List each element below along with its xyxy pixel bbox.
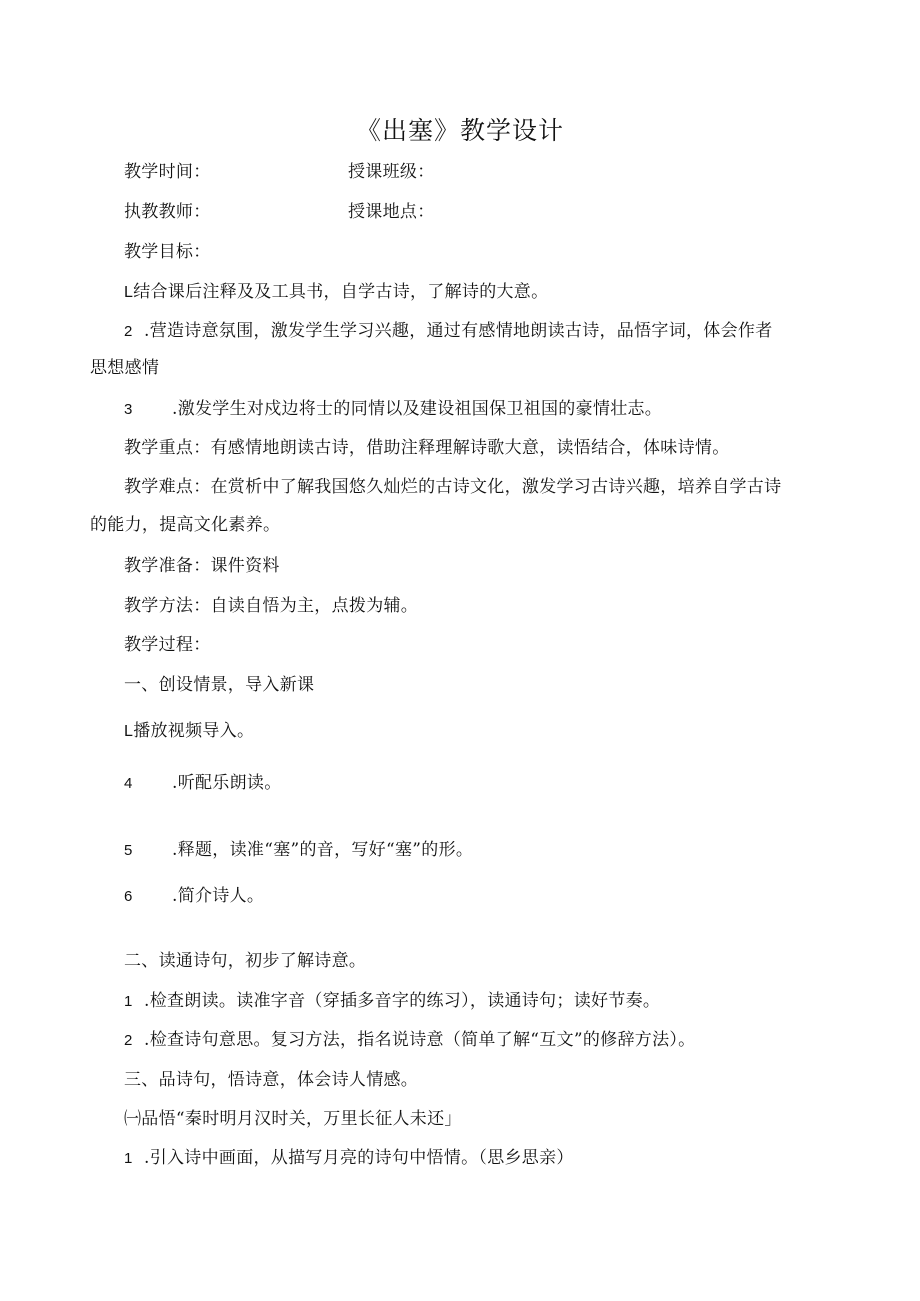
section-1-heading: 一、创设情景，导入新课 bbox=[124, 675, 315, 695]
section-2-item-2 bbox=[124, 1028, 695, 1053]
section-2-item-1-number: 1 bbox=[124, 993, 133, 1010]
section-3-item-1-text: .引入诗中画面，从描写月亮的诗句中悟情。（思乡思亲） bbox=[144, 1148, 574, 1168]
section-2-item-1 bbox=[124, 989, 660, 1014]
section-1-item-1 bbox=[124, 719, 254, 744]
place-label: 授课地点： bbox=[348, 202, 435, 222]
preparation: 教学准备：课件资料 bbox=[124, 556, 280, 576]
section-1-item-6-number: 6 bbox=[124, 888, 133, 905]
section-1-item-6-text: .简介诗人。 bbox=[172, 886, 265, 906]
section-1-item-4-number: 4 bbox=[124, 775, 133, 792]
goal-1-number: L bbox=[124, 284, 134, 301]
section-3-item-1-number: 1 bbox=[124, 1150, 133, 1167]
section-1-item-5-text: .释题，读准“塞”的音，写好“塞”的形。 bbox=[172, 840, 474, 860]
goal-2-number: 2 bbox=[124, 323, 133, 340]
section-1-item-5 bbox=[124, 838, 473, 863]
section-2-item-2-text: .检查诗句意思。复习方法，指名说诗意（简单了解“互文”的修辞方法）。 bbox=[144, 1030, 696, 1050]
document-title: 《出塞》教学设计 bbox=[355, 116, 564, 145]
section-2-item-1-text: .检查朗读。读准字音（穿插多音字的练习），读通诗句；读好节奏。 bbox=[144, 991, 661, 1011]
difficulty-line-1: 教学难点：在赏析中了解我国悠久灿烂的古诗文化，激发学习古诗兴趣，培养自学古诗 bbox=[124, 477, 782, 497]
key-point: 教学重点：有感情地朗读古诗，借助注释理解诗歌大意，读悟结合，体味诗情。 bbox=[124, 438, 730, 458]
section-1-item-5-number: 5 bbox=[124, 842, 133, 859]
section-3-subheading-1: ㈠品悟“秦时明月汉时关，万里长征人未还」 bbox=[124, 1109, 462, 1129]
goal-2-text: .营造诗意氛围，激发学生学习兴趣，通过有感情地朗读古诗，品悟字词，体会作者 bbox=[144, 321, 773, 341]
teaching-method: 教学方法：自读自悟为主，点拨为辅。 bbox=[124, 596, 419, 616]
section-1-item-4 bbox=[124, 771, 282, 796]
goal-1-text: 结合课后注释及及工具书，自学古诗，了解诗的大意。 bbox=[133, 282, 549, 302]
goal-item-1 bbox=[124, 280, 548, 305]
section-1-item-1-number: L bbox=[124, 723, 134, 740]
process-heading: 教学过程： bbox=[124, 635, 211, 655]
goal-3-number: 3 bbox=[124, 401, 133, 418]
section-2-item-2-number: 2 bbox=[124, 1032, 133, 1049]
goals-heading: 教学目标： bbox=[124, 242, 211, 262]
teacher-label: 执教教师： bbox=[124, 202, 211, 222]
section-2-heading: 二、读通诗句，初步了解诗意。 bbox=[124, 951, 367, 971]
goal-3-text: .激发学生对戍边将士的同情以及建设祖国保卫祖国的豪情壮志。 bbox=[172, 399, 663, 419]
goal-2-continuation: 思想感情 bbox=[90, 358, 160, 378]
section-3-item-1 bbox=[124, 1146, 574, 1171]
goal-item-2 bbox=[124, 319, 773, 344]
class-label: 授课班级： bbox=[348, 162, 435, 182]
section-1-item-1-text: 播放视频导入。 bbox=[133, 721, 255, 741]
section-3-heading: 三、品诗句，悟诗意，体会诗人情感。 bbox=[124, 1070, 419, 1090]
difficulty-line-2: 的能力，提高文化素养。 bbox=[90, 515, 281, 535]
section-1-item-4-text: .听配乐朗读。 bbox=[172, 773, 282, 793]
section-1-item-6 bbox=[124, 884, 264, 909]
teaching-time-label: 教学时间： bbox=[124, 162, 211, 182]
goal-item-3 bbox=[124, 397, 662, 422]
